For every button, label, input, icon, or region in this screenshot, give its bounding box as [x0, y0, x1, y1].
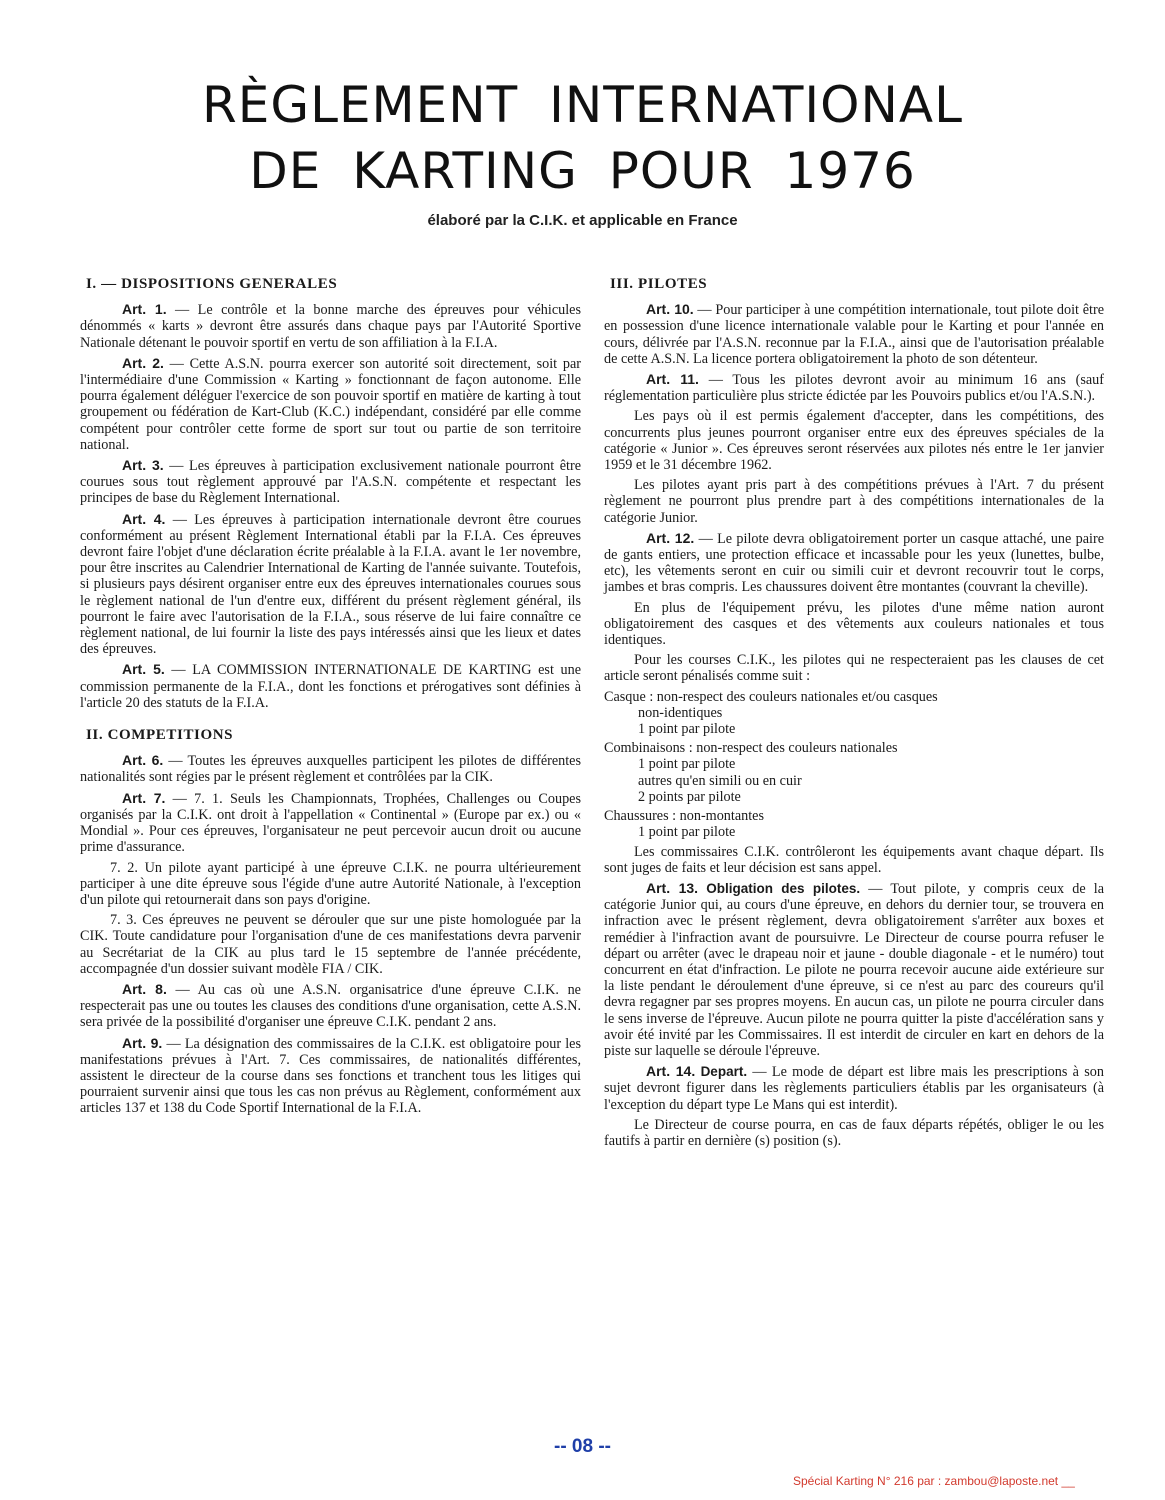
article-3 [80, 457, 581, 507]
article-label: Art. 12. [646, 529, 695, 546]
page-title-line-1: RÈGLEMENT INTERNATIONAL [202, 76, 963, 134]
article-label: Art. 11. [646, 371, 699, 388]
article-6 [80, 752, 581, 785]
article-12 [604, 530, 1104, 596]
article-label: Art. 2. [122, 354, 164, 371]
article-2 [80, 355, 581, 453]
article-label: Art. 7. [122, 789, 166, 806]
article-7-3: 7. 3. Ces épreuves ne peuvent se dérouler que sur une piste homologuée par la CIK. Toute candidature pour l'organisation d'une de ces manifestations devra parvenir au Secrétariat de la CIK au plus tard le 15 septembre de l'année précédente, accompagnée d'un dossier suivant modèle FIA / CIK. [80, 912, 581, 977]
article-text: — 7. 1. Seuls les Championnats, Trophées, Challenges ou Coupes organisés par la C.I.K. ont droit à l'appellation « Continental » (Europe par ex.) ou « Mondial ». Pour ces épreuves, l'organisateur ne peut percevoir aucun droit ou aucune prime d'assurance. [80, 790, 581, 856]
penalty-line: Chaussures : non-montantes [604, 808, 764, 825]
article-14-paragraph-2: Le Directeur de course pourra, en cas de faux départs répétés, obliger le ou les fautifs à partir en dernière (s) position (s). [604, 1116, 1104, 1149]
article-9 [80, 1035, 581, 1117]
page-subtitle: élaboré par la C.I.K. et applicable en France [427, 212, 738, 229]
penalty-line: Combinaisons : non-respect des couleurs nationales [604, 740, 898, 757]
penalty-casque [604, 689, 1104, 738]
article-label: Art. 13. [646, 879, 699, 896]
article-10 [604, 301, 1104, 367]
article-text: — Le mode de départ est libre mais les prescriptions à son sujet devront figurer dans les règlements particuliers établis par les organisateurs (à l'exception du départ type Le Mans qui est interdit). [604, 1064, 1104, 1113]
article-text: — Pour participer à une compétition internationale, tout pilote doit être en possession d'une licence internationale valable pour le Karting et pour l'année en cours, délivrée par l'A.S.N. reconnue par la F.I.A., ainsi que de l'autorisation préalable de cette A.S.N. La licence portera obligatoirement la photo de son détenteur. [604, 302, 1105, 367]
article-text: — Le pilote devra obligatoirement porter un casque attaché, une paire de gants entiers, une protection efficace et incassable pour les yeux (lunettes, bulbe, etc), les vêtements seront en cuir ou simili cuir et devront recouvrir tout le corps, jambes et bras compris. Les chaussures doivent être montantes (couvrant la cheville). [604, 530, 1104, 596]
article-11-paragraph-2: Les pays où il est permis également d'accepter, dans les compétitions, des concurrents plus jeunes pourront organiser entre eux des épreuves spéciales de la catégorie « Junior ». Ces épreuves seront réservées aux pilotes nés entre le 1er janvier 1959 et le 31 décembre 1962. [604, 408, 1104, 474]
article-8 [80, 981, 581, 1031]
article-11-paragraph-3: Les pilotes ayant pris part à des compétitions prévues à l'Art. 7 du présent règlement ne pourront plus prendre part à des compétitions internationales de la catégorie Junior. [604, 477, 1104, 526]
article-text: — Cette A.S.N. pourra exercer son autorité soit directement, soit par l'intermédiaire d'une Commission « Karting » fonctionnant de façon autonome. Elle pourra également déléguer l'exercice de son pouvoir sportif en matière de karting à tout groupement ou fédération de Kart-Club (K.C.) indépendant, considéré par elle comme compétent pour contrôler cette forme de sport sur tout ou partie de son territoire national. [80, 355, 581, 453]
article-text: — Les épreuves à participation exclusivement nationale pourront être courues sous tout règlement approuvé par l'A.S.N. compétente et respectant les principes de base du Règlement International. [80, 458, 581, 507]
article-text: — Toutes les épreuves auxquelles participent les pilotes de différentes nationalités sont régies par le présent règlement et contrôlées par la CIK. [80, 753, 581, 786]
article-label: Art. 9. [122, 1034, 163, 1051]
article-12-paragraph-4: Les commissaires C.I.K. contrôleront les équipements avant chaque départ. Ils sont juges de faits et leur décision est sans appel. [604, 843, 1104, 876]
page-number: -- 08 -- [554, 1436, 611, 1457]
article-text: — Le contrôle et la bonne marche des épreuves pour véhicules dénommés « karts » devront être assurés dans chaque pays par l'Autorité Sportive Nationale détenant le pouvoir sportif en vertu de son affiliation à la F.I.A. [80, 302, 581, 351]
article-text: — La désignation des commissaires de la C.I.K. est obligatoire pour les manifestations prévues à l'Art. 7. Ces commissaires, de nationalités différentes, assistent le directeur de la course dans ses fonctions et tranchent tous les litiges qui pourraient survenir ainsi que tous les cas non prévus au Règlement, conformément aux articles 137 et 138 du Code Sportif International de la F.I.A. [80, 1035, 581, 1117]
article-label: Art. 10. [646, 301, 694, 318]
penalty-line: Casque : non-respect des couleurs nationales et/ou casques [604, 688, 938, 705]
article-text: — Au cas où une A.S.N. organisatrice d'une épreuve C.I.K. ne respecterait pas une ou toutes les clauses des conditions d'une organisation, cette A.S.N. sera privée de la possibilité d'organiser une épreuve C.I.K. pendant 2 ans. [80, 981, 581, 1031]
penalty-combinaisons [604, 740, 1104, 805]
article-text: — Tous les pilotes devront avoir au minimum 16 ans (sauf réglementation particulière plus stricte édictée par les Pouvoirs publics et/ou l'A.S.N.). [604, 372, 1104, 405]
penalty-points: 1 point par pilote [638, 756, 736, 773]
penalty-points: 1 point par pilote [638, 721, 736, 738]
article-4 [80, 511, 581, 658]
article-label: Art. 1. [122, 301, 167, 318]
article-13 [604, 880, 1104, 1059]
article-label: Art. 5. [122, 661, 165, 678]
article-text: — Tout pilote, y compris ceux de la catégorie Junior qui, au cours d'une épreuve, en dehors du dernier tour, se trouvera en infraction avec le présent règlement, devra obligatoirement s'arrêter aux boxes et remédier à l'infraction avant de poursuivre. Le Directeur de course pourra refuser le départ ou arrêter (avec le drapeau noir et jaune - double diagonale - et le numéro) tout concurrent en état d'infraction. Le pilote ne pourra recevoir aucune aide extérieure sur la liste pendant le déroulement d'une épreuve, si ce n'est au parc des coureurs qu'il devra regagner par ses propres moyens. En aucun cas, un pilote ne pourra circuler dans le sens inverse de l'épreuve. Aucun pilote ne pourra quitter la piste d'accélération sans y avoir été invité par les Commissaires. Il est interdit de circuler en kart en dehors de la piste sur laquelle se déroule l'épreuve. [604, 880, 1105, 1059]
section-heading-pilotes: III. PILOTES [610, 276, 708, 292]
penalty-line: autres qu'en simili ou en cuir [638, 772, 802, 789]
article-label: Art. 14. [646, 1063, 696, 1080]
article-5 [80, 661, 581, 711]
right-column [604, 272, 1104, 1153]
penalty-points: 1 point par pilote [638, 824, 736, 841]
article-label: Art. 8. [122, 980, 167, 997]
article-text: — LA COMMISSION INTERNATIONALE DE KARTING est une commission permanente de la F.I.A., dont les fonctions et prérogatives sont définies à l'article 20 des statuts de la F.I.A. [80, 662, 581, 711]
penalty-points: 2 points par pilote [638, 788, 741, 805]
article-7-2: 7. 2. Un pilote ayant participé à une épreuve C.I.K. ne pourra ultérieurement participer à une dite épreuve sous l'égide d'une autre Autorité Nationale, à l'exception d'un pilote qui retournerait dans son pays d'origine. [80, 859, 581, 908]
article-12-paragraph-2: En plus de l'équipement prévu, les pilotes d'une même nation auront obligatoirement des casques et des vêtements aux couleurs nationales et tous identiques. [604, 599, 1104, 649]
article-1 [80, 301, 581, 351]
section-heading-dispositions: I. — DISPOSITIONS GENERALES [86, 276, 338, 292]
article-subtitle: Depart. [700, 1064, 748, 1080]
penalty-line: non-identiques [638, 704, 723, 721]
article-12-paragraph-3: Pour les courses C.I.K., les pilotes qui ne respecteraient pas les clauses de cet article seront pénalisés comme suit : [604, 652, 1104, 685]
footer-credit: Spécial Karting N° 216 par : zambou@laposte.net __ [793, 1474, 1075, 1488]
article-label: Art. 3. [122, 457, 164, 474]
section-heading-competitions: II. COMPETITIONS [86, 727, 234, 744]
article-11 [604, 371, 1104, 404]
page-title-line-2: DE KARTING POUR 1976 [249, 142, 916, 200]
article-text: — Les épreuves à participation internationale devront être courues conformément au présent Règlement International établi par la F.I.A. Ces épreuves devront faire l'objet d'une déclaration écrite préalable à la F.I.A. avant le 1er novembre, pour être inscrites au Calendrier International de Karting de l'année suivante. Toutefois, si plusieurs pays désirent organiser entre eux des épreuves internationales courues sous le règlement national de l'un d'entre eux, différent du présent règlement général, ils pourront le faire avec l'autorisation de la F.I.A., sous réserve de lui faire connaître ce règlement national, de lui fournir la liste des pays intéressés ainsi que les lieux et dates des épreuves. [80, 511, 581, 658]
article-7 [80, 790, 581, 856]
penalty-chaussures [604, 808, 1104, 840]
left-column [80, 272, 581, 1121]
article-subtitle: Obligation des pilotes. [706, 880, 861, 896]
article-label: Art. 6. [122, 752, 164, 769]
article-14 [604, 1063, 1104, 1113]
article-label: Art. 4. [122, 510, 166, 527]
